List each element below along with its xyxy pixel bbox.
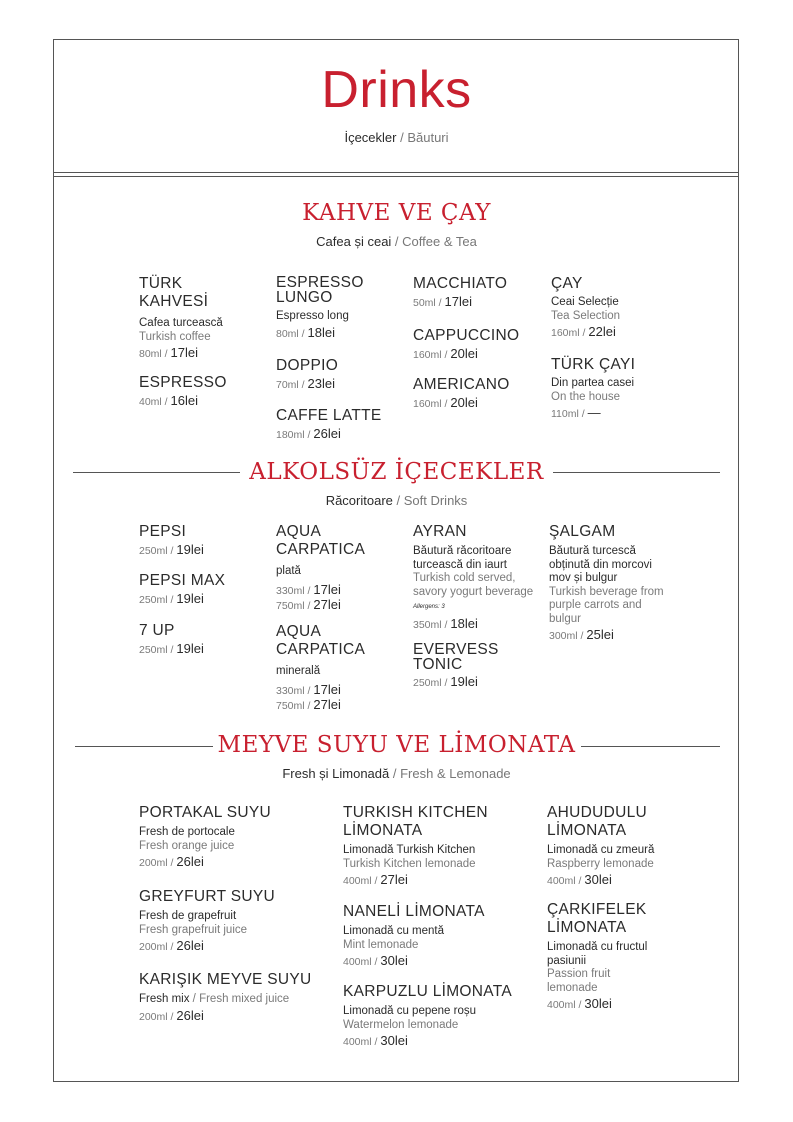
item-volume: 110ml / [551, 408, 588, 420]
menu-item-cappuccino [413, 327, 543, 362]
item-price-value: 26lei [176, 938, 204, 953]
item-price-value: 19lei [450, 674, 478, 689]
item-desc [139, 993, 334, 1007]
section-subtitle-coffee-tea [0, 234, 793, 249]
item-name: PEPSI [139, 523, 187, 540]
item-volume: 40ml / [139, 396, 171, 408]
sub-main: Răcoritoare [325, 493, 393, 508]
item-price-value: 17lei [313, 581, 341, 597]
item-desc-ro: Limonadă cu zmeură [547, 844, 655, 856]
item-volume: 50ml / [413, 297, 445, 309]
item-price [549, 628, 674, 643]
item-price-value: 27lei [313, 696, 341, 712]
menu-item-salgam [549, 523, 674, 643]
item-price-value: 27lei [313, 596, 341, 612]
menu-item-pepsi [139, 523, 269, 558]
item-price-value: 30lei [380, 1033, 408, 1048]
sub-rest: / Soft Drinks [392, 493, 468, 508]
item-desc-en [413, 572, 538, 615]
menu-item-doppio [276, 357, 406, 392]
item-price [413, 347, 543, 362]
item-name: AMERICANO [413, 376, 510, 393]
item-desc-en: Raspberry lemonade [547, 857, 654, 870]
item-volume: 400ml / [343, 875, 381, 887]
menu-item-tk-limonata [343, 804, 538, 888]
item-price-value: 17lei [313, 681, 341, 697]
item-desc-ro: Fresh de grapefruit [139, 910, 237, 922]
item-price [343, 873, 538, 888]
header-divider-top [53, 172, 739, 173]
item-allergens: Allergens: 3 [413, 604, 445, 610]
menu-item-espresso-lungo [276, 275, 406, 341]
item-desc-ro: Limonadă Turkish Kitchen [343, 844, 476, 856]
item-price-value: 17lei [444, 294, 472, 309]
item-volume: 350ml / [413, 618, 451, 631]
item-price [276, 427, 406, 442]
item-desc-en: Tea Selection [551, 309, 621, 322]
item-volume: 200ml / [139, 941, 177, 953]
menu-item-karpuzlu-limonata [343, 983, 543, 1049]
item-desc-en: Passion fruit lemonade [547, 968, 611, 994]
item-desc-en: Fresh grapefruit juice [139, 923, 248, 936]
menu-item-macchiato [413, 275, 543, 310]
item-desc-en: / Fresh mixed juice [189, 993, 290, 1005]
item-desc-en: Mint lemonade [343, 938, 419, 951]
item-volume: 200ml / [139, 1010, 177, 1023]
item-name: ÇARKIFELEK LİMONATA [547, 901, 647, 936]
item-name: TURKISH KITCHEN LİMONATA [343, 804, 488, 839]
item-price-value: 26lei [313, 426, 341, 441]
menu-item-karisik-meyve-suyu [139, 971, 334, 1024]
item-name: EVERVESS TONIC [413, 641, 499, 673]
item-desc-ro: plată [276, 565, 301, 577]
item-volume: 70ml / [276, 379, 308, 391]
section-title-juice-lemonade: MEYVE SUYU VE LİMONATA [217, 732, 576, 758]
item-price-value: 17lei [170, 345, 198, 360]
item-price-value: 25lei [586, 627, 614, 642]
section-subtitle-soft-drinks [0, 493, 793, 508]
item-desc-en: On the house [551, 390, 621, 403]
item-desc-en-text: Turkish cold served, savory yogurt beverage [413, 572, 534, 598]
menu-item-7up [139, 622, 269, 657]
item-price [547, 997, 687, 1012]
menu-item-americano [413, 376, 543, 411]
item-volume: 250ml / [413, 677, 451, 689]
item-price-2 [276, 598, 406, 613]
item-desc-ro: minerală [276, 665, 321, 677]
item-volume: 160ml / [413, 349, 451, 361]
sub-rest: / Fresh & Lemonade [389, 766, 511, 781]
item-name: TÜRK KAHVESİ [139, 275, 209, 310]
item-price [547, 873, 707, 888]
sub-main: Cafea și ceai [316, 234, 392, 249]
item-name: ŞALGAM [549, 523, 616, 540]
item-volume: 180ml / [276, 429, 314, 441]
item-volume: 330ml / [276, 584, 314, 597]
menu-item-aqua-minerala [276, 623, 406, 713]
page-title: Drinks [321, 61, 472, 119]
item-desc-en: Turkish coffee [139, 330, 211, 343]
item-price [139, 592, 269, 607]
item-volume: 80ml / [139, 348, 171, 360]
item-price-value: 26lei [176, 854, 204, 869]
item-name: AYRAN [413, 523, 467, 540]
menu-item-evervess [413, 642, 543, 690]
item-price-value: 20lei [450, 346, 478, 361]
item-name: GREYFURT SUYU [139, 888, 275, 905]
item-desc-en: Turkish beverage from purple carrots and bulgur [549, 585, 664, 625]
menu-item-turk-kahvesi [139, 275, 269, 361]
item-name: ESPRESSO LUNGO [276, 274, 364, 306]
item-price [139, 855, 329, 870]
item-volume: 400ml / [343, 1036, 381, 1048]
item-volume: 160ml / [551, 327, 589, 339]
item-price [139, 1009, 334, 1024]
item-volume: 750ml / [276, 699, 314, 712]
item-price-1 [276, 683, 406, 698]
item-volume: 330ml / [276, 684, 314, 697]
item-desc-en: Turkish Kitchen lemonade [343, 857, 476, 870]
item-price-value: 19lei [176, 542, 204, 557]
item-desc-en: Watermelon lemonade [343, 1018, 459, 1031]
item-name: CAPPUCCINO [413, 327, 520, 344]
item-desc-ro: Fresh mix [139, 993, 190, 1005]
item-volume: 750ml / [276, 599, 314, 612]
item-volume: 400ml / [343, 956, 381, 968]
item-name: ÇAY [551, 275, 583, 292]
item-price [413, 396, 543, 411]
section-title-coffee-tea: KAHVE VE ÇAY [302, 200, 491, 226]
item-name: KARPUZLU LİMONATA [343, 983, 513, 1000]
header-divider-bottom [53, 176, 739, 177]
item-price [139, 642, 269, 657]
item-name: AQUA CARPATICA [276, 623, 366, 658]
menu-item-ahududulu-limonata [547, 804, 707, 888]
item-desc-ro: Din partea casei [551, 377, 635, 389]
item-price-value: — [587, 405, 601, 420]
menu-item-cay [551, 275, 691, 340]
item-price [413, 675, 543, 690]
item-desc-ro: Limonadă cu pepene roșu [343, 1005, 476, 1017]
item-name: PEPSI MAX [139, 572, 226, 589]
item-price-value: 23lei [307, 376, 335, 391]
item-volume: 250ml / [139, 594, 177, 606]
item-name: TÜRK ÇAYI [551, 356, 636, 373]
item-name: CAFFE LATTE [276, 407, 382, 424]
item-name: DOPPIO [276, 357, 339, 374]
item-desc-ro: Limonadă cu fructul pasiunii [547, 941, 648, 967]
item-desc-en: Fresh orange juice [139, 839, 235, 852]
item-price-value: 18lei [450, 615, 478, 631]
menu-item-ayran [413, 523, 538, 632]
item-price-value: 27lei [380, 872, 408, 887]
item-name: MACCHIATO [413, 275, 508, 292]
item-price-value: 19lei [176, 591, 204, 606]
item-price [551, 406, 691, 421]
item-volume: 250ml / [139, 644, 177, 656]
menu-item-turk-cayi [551, 356, 691, 421]
subtitle-rest: / Băuturi [396, 130, 449, 145]
item-price [343, 1034, 543, 1049]
item-desc-ro: Espresso long [276, 310, 349, 322]
item-price-value: 30lei [584, 996, 612, 1011]
item-price [139, 346, 269, 361]
section-title-soft-drinks: ALKOLSÜZ İÇECEKLER [249, 459, 544, 485]
section-subtitle-juice-lemonade [0, 766, 793, 781]
menu-item-naneli-limonata [343, 903, 538, 969]
item-desc-ro: Limonadă cu mentă [343, 925, 445, 937]
item-price [139, 939, 329, 954]
subtitle-main: İçecekler [344, 130, 397, 145]
item-price-value: 19lei [176, 641, 204, 656]
item-desc-ro: Fresh de portocale [139, 826, 235, 838]
item-name: NANELİ LİMONATA [343, 903, 485, 920]
item-volume: 160ml / [413, 398, 451, 410]
item-price-value: 26lei [176, 1007, 204, 1023]
item-price-1 [276, 583, 406, 598]
menu-item-greyfurt-suyu [139, 888, 329, 954]
item-name: 7 UP [139, 622, 175, 639]
item-price-2 [276, 698, 406, 713]
menu-item-espresso [139, 374, 269, 409]
item-price [276, 377, 406, 392]
menu-item-portakal-suyu [139, 804, 329, 870]
item-volume: 300ml / [549, 630, 587, 642]
item-price [413, 295, 543, 310]
item-name: AHUDUDULU LİMONATA [547, 804, 648, 839]
item-price-value: 20lei [450, 395, 478, 410]
menu-item-carkifelek-limonata [547, 901, 687, 1012]
item-volume: 80ml / [276, 327, 308, 340]
item-price [276, 326, 406, 341]
item-name: ESPRESSO [139, 374, 227, 391]
item-price-value: 22lei [588, 324, 616, 339]
menu-item-aqua-plata [276, 523, 406, 613]
item-name: KARIŞIK MEYVE SUYU [139, 971, 312, 988]
item-name: AQUA CARPATICA [276, 523, 366, 558]
item-name: PORTAKAL SUYU [139, 804, 271, 821]
item-price-value: 30lei [380, 953, 408, 968]
item-volume: 200ml / [139, 857, 177, 869]
item-volume: 250ml / [139, 545, 177, 557]
item-price-value: 30lei [584, 872, 612, 887]
item-price-value: 18lei [307, 324, 335, 340]
item-volume: 400ml / [547, 999, 585, 1011]
item-desc-ro: Băutură turcescă obținută din morcovi mov și bulgur [549, 545, 652, 584]
page-subtitle [0, 130, 793, 145]
item-price-value: 16lei [170, 393, 198, 408]
sub-main: Fresh și Limonadă [282, 766, 390, 781]
menu-item-pepsi-max [139, 572, 269, 607]
item-desc-ro: Băutură răcoritoare turcească din iaurt [413, 545, 512, 571]
item-desc-ro: Cafea turcească [139, 317, 223, 329]
menu-item-caffe-latte [276, 407, 406, 442]
item-price [343, 954, 538, 969]
item-price [551, 325, 691, 340]
item-price [139, 543, 269, 558]
item-desc-ro: Ceai Selecție [551, 296, 619, 308]
item-price [139, 394, 269, 409]
sub-rest: / Coffee & Tea [391, 234, 477, 249]
item-price [413, 617, 538, 632]
item-volume: 400ml / [547, 875, 585, 887]
